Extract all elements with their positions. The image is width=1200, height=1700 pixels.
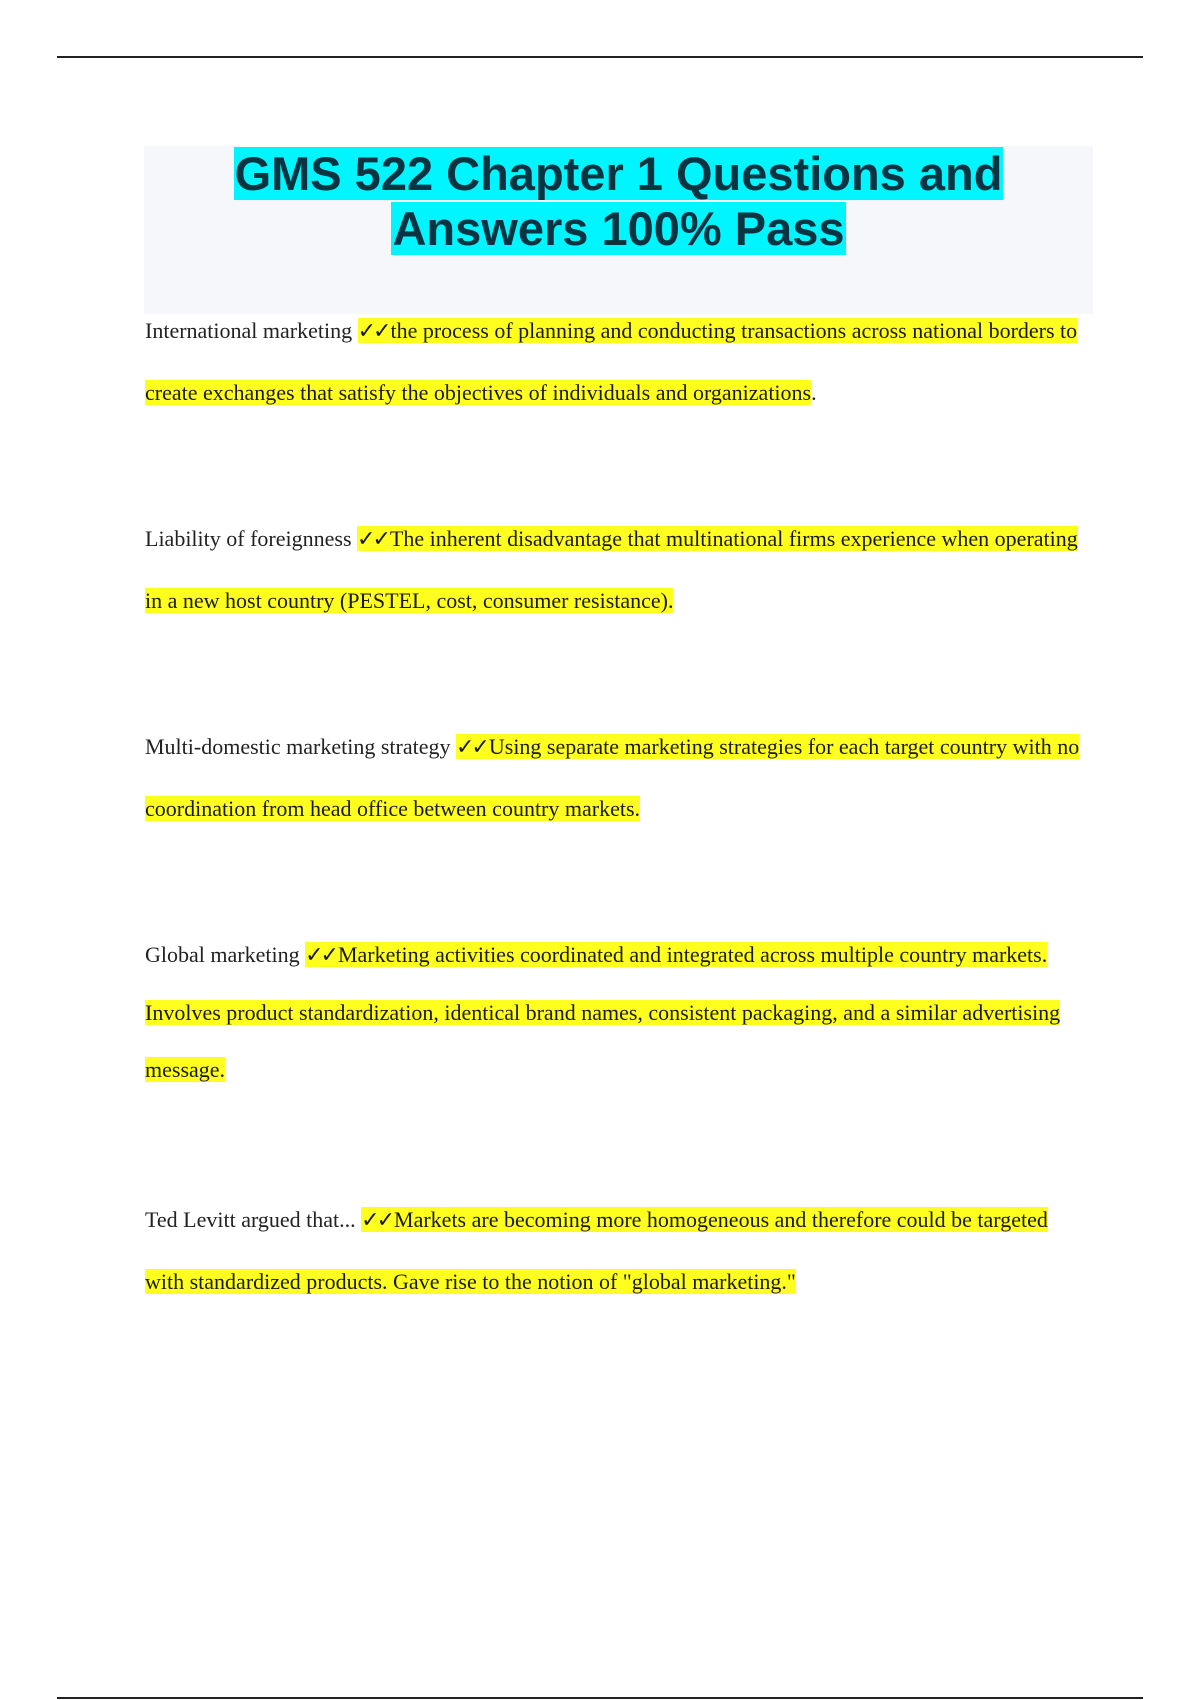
answer-text: Using separate marketing strategies for each target country with no coordination from head office between country markets.: [145, 734, 1080, 821]
answer-text: Markets are becoming more homogeneous and therefore could be targeted with standardized products. Gave rise to the notion of "global marketing.": [145, 1207, 1048, 1294]
qa-entry: [145, 716, 1085, 839]
title-block: [144, 146, 1093, 314]
term: International marketing: [145, 318, 353, 343]
answer-text: the process of planning and conducting transactions across national borders to create exchanges that satisfy the objectives of individuals and organizations: [145, 318, 1078, 405]
term: Global marketing: [145, 942, 300, 967]
double-check-icon: ✓✓: [361, 1208, 393, 1233]
title-line-2: Answers 100% Pass: [392, 202, 845, 255]
title-line-1: GMS 522 Chapter 1 Questions and: [234, 147, 1003, 200]
double-check-icon: ✓✓: [357, 527, 388, 552]
answer-text: Marketing activities coordinated and integrated across multiple country markets. Involves product standardization, identical brand names, consistent packaging, and a similar advertising message.: [145, 942, 1061, 1082]
page-title: [144, 146, 1093, 256]
term: Multi-domestic marketing strategy: [145, 734, 451, 759]
answer-text: The inherent disadvantage that multinational firms experience when operating in a new host country (PESTEL, cost, consumer resistance).: [145, 526, 1078, 613]
term: Liability of foreignness: [145, 526, 352, 551]
double-check-icon: ✓✓: [456, 735, 487, 760]
qa-entry: [145, 926, 1085, 1098]
double-check-icon: ✓✓: [305, 943, 336, 968]
double-check-icon: ✓✓: [357, 319, 389, 344]
qa-entry: [145, 508, 1085, 631]
term: Ted Levitt argued that...: [145, 1207, 356, 1232]
qa-entry: [145, 300, 1085, 423]
top-rule: [57, 56, 1143, 58]
bottom-rule: [57, 1697, 1143, 1699]
qa-entry: [145, 1189, 1085, 1312]
trailing-punctuation: .: [811, 380, 817, 405]
